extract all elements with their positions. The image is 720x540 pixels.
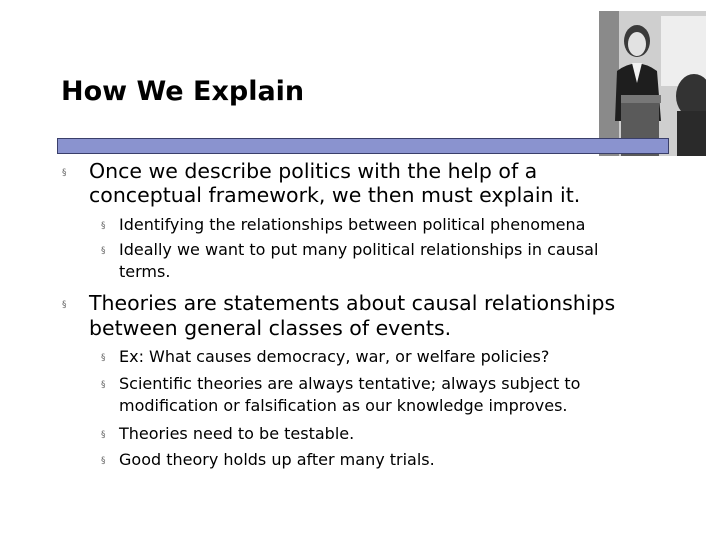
sub-bullet-icon: § bbox=[101, 456, 106, 466]
list-item: Once we describe politics with the help of a bbox=[89, 159, 538, 183]
photo bbox=[599, 11, 706, 156]
sub-list-item: Good theory holds up after many trials. bbox=[119, 450, 435, 469]
sub-list-item: Identifying the relationships between political phenomena bbox=[119, 215, 586, 234]
sub-bullet-icon: § bbox=[101, 221, 106, 231]
sub-bullet-icon: § bbox=[101, 430, 106, 440]
list-item-continuation: conceptual framework, we then must explain it. bbox=[89, 183, 581, 207]
sub-list-item-continuation: modification or falsification as our knowledge improves. bbox=[119, 396, 568, 415]
sub-bullet-icon: § bbox=[101, 353, 106, 363]
title-divider bbox=[57, 138, 669, 154]
list-item-continuation: between general classes of events. bbox=[89, 316, 452, 340]
sub-list-item: Scientific theories are always tentative; always subject to bbox=[119, 374, 581, 393]
presenter-photo-icon bbox=[599, 11, 706, 156]
sub-bullet-icon: § bbox=[101, 380, 106, 390]
bullet-icon: § bbox=[62, 168, 67, 178]
sub-list-item: Theories need to be testable. bbox=[119, 424, 355, 443]
sub-list-item: Ex: What causes democracy, war, or welfare policies? bbox=[119, 347, 550, 366]
page-title: How We Explain bbox=[61, 76, 305, 107]
bullet-icon: § bbox=[62, 300, 67, 310]
sub-bullet-icon: § bbox=[101, 246, 106, 256]
sub-list-item: Ideally we want to put many political relationships in causal bbox=[119, 240, 599, 259]
list-item: Theories are statements about causal relationships bbox=[89, 291, 616, 315]
sub-list-item-continuation: terms. bbox=[119, 262, 171, 281]
